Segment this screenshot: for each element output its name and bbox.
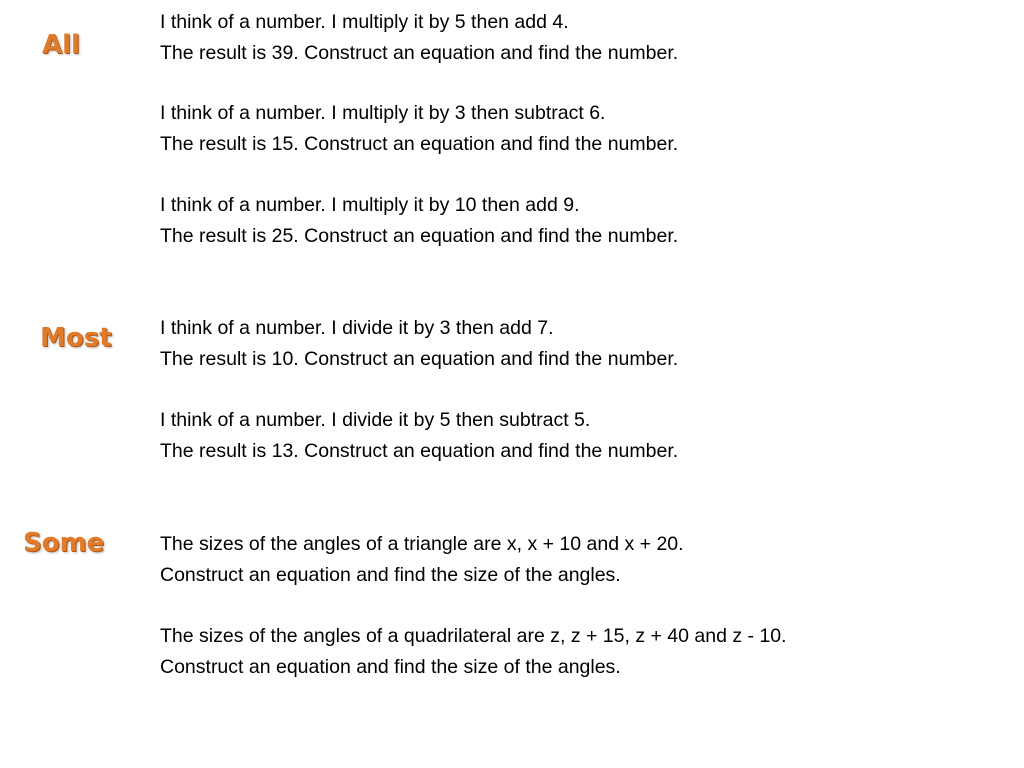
- problem-6: [160, 529, 1000, 591]
- problem-2: [160, 98, 1000, 160]
- problem-statement: I think of a number. I divide it by 3 then add 7.: [160, 317, 554, 339]
- problem-7: [160, 621, 1000, 683]
- problem-task: The result is 13. Construct an equation and find the number.: [160, 440, 679, 462]
- problem-1: [160, 7, 1000, 69]
- problem-task: The result is 39. Construct an equation and find the number.: [160, 42, 679, 64]
- problem-statement: The sizes of the angles of a quadrilateral are z, z + 15, z + 40 and z - 10.: [160, 625, 787, 647]
- problem-task: The result is 25. Construct an equation and find the number.: [160, 225, 679, 247]
- problem-statement: I think of a number. I multiply it by 5 then add 4.: [160, 11, 569, 33]
- problem-4: [160, 313, 1000, 375]
- problem-5: [160, 405, 1000, 467]
- problem-3: [160, 190, 1000, 252]
- problem-task: Construct an equation and find the size of the angles.: [160, 656, 621, 678]
- problem-statement: The sizes of the angles of a triangle are x, x + 10 and x + 20.: [160, 533, 684, 555]
- problem-task: The result is 15. Construct an equation and find the number.: [160, 133, 679, 155]
- problem-statement: I think of a number. I multiply it by 10 then add 9.: [160, 194, 580, 216]
- problem-task: The result is 10. Construct an equation and find the number.: [160, 348, 679, 370]
- problem-statement: I think of a number. I multiply it by 3 then subtract 6.: [160, 102, 606, 124]
- level-label-some: Some: [23, 528, 105, 558]
- problem-task: Construct an equation and find the size of the angles.: [160, 564, 621, 586]
- level-label-all: All: [42, 30, 80, 60]
- level-label-most: Most: [40, 323, 112, 353]
- problem-statement: I think of a number. I divide it by 5 then subtract 5.: [160, 409, 591, 431]
